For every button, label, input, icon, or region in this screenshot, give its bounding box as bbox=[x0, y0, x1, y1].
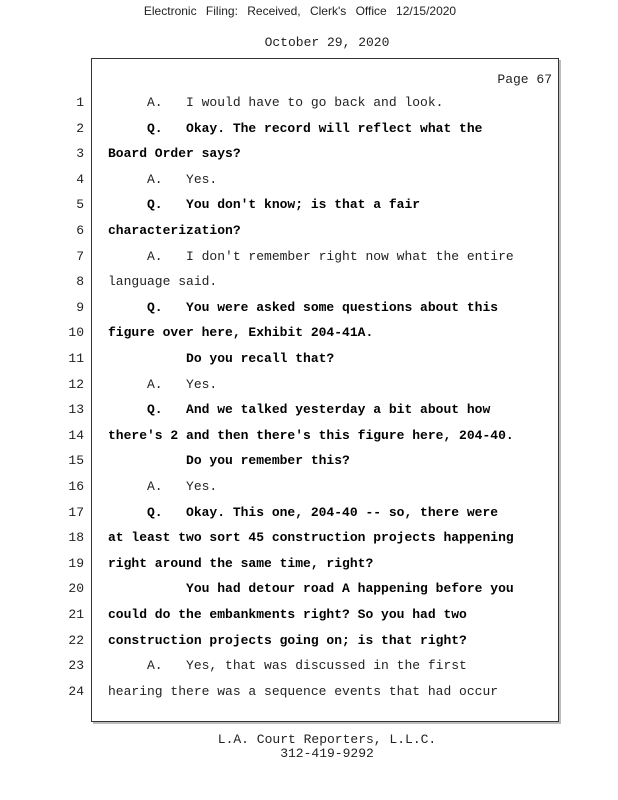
line-number: 3 bbox=[76, 146, 84, 162]
transcript-line bbox=[0, 478, 560, 496]
reporter-phone: 312-419-9292 bbox=[280, 746, 374, 761]
transcript-line bbox=[0, 273, 560, 291]
transcript-line bbox=[0, 350, 560, 368]
transcript-line bbox=[0, 683, 560, 701]
line-number: 17 bbox=[68, 504, 84, 520]
line-text: Q. You were asked some questions about this bbox=[108, 299, 499, 315]
filing-stamp: Electronic Filing: Received, Clerk's Office 12/15/2020 bbox=[143, 4, 457, 18]
line-number: 20 bbox=[68, 581, 84, 597]
reporter-footer bbox=[0, 733, 618, 761]
transcript-line bbox=[0, 657, 560, 675]
line-number: 11 bbox=[68, 351, 84, 366]
line-number: 15 bbox=[68, 453, 84, 469]
line-text: A. Yes. bbox=[108, 479, 218, 494]
transcript-line bbox=[0, 222, 560, 240]
line-number: 13 bbox=[68, 402, 84, 418]
line-text: A. Yes. bbox=[108, 171, 218, 187]
reporter-company: L.A. Court Reporters, L.L.C. bbox=[217, 732, 437, 747]
line-number: 22 bbox=[68, 632, 84, 648]
deposition-date: October 29, 2020 bbox=[264, 35, 390, 50]
transcript-line bbox=[0, 555, 560, 573]
line-text: A. I don't remember right now what the entire bbox=[108, 248, 514, 264]
line-number: 4 bbox=[76, 171, 84, 187]
transcript-line bbox=[0, 580, 560, 598]
transcript-line bbox=[0, 145, 560, 163]
line-number: 5 bbox=[76, 197, 84, 213]
transcript-line bbox=[0, 504, 560, 522]
transcript-line bbox=[0, 120, 560, 138]
line-text: Q. And we talked yesterday a bit about how bbox=[108, 402, 491, 418]
line-number: 16 bbox=[68, 479, 84, 494]
line-number: 23 bbox=[68, 658, 84, 674]
transcript-line bbox=[0, 606, 560, 624]
line-text: characterization? bbox=[108, 223, 241, 238]
line-text: A. Yes. bbox=[108, 376, 218, 392]
transcript-line bbox=[0, 248, 560, 266]
transcript-line bbox=[0, 529, 560, 547]
transcript-line bbox=[0, 324, 560, 342]
line-number: 10 bbox=[68, 325, 84, 341]
transcript-line bbox=[0, 171, 560, 189]
transcript-line bbox=[0, 427, 560, 445]
transcript-line bbox=[0, 452, 560, 470]
line-number: 1 bbox=[76, 95, 84, 110]
line-number: 6 bbox=[76, 223, 84, 238]
line-text: could do the embankments right? So you had two bbox=[108, 607, 467, 622]
line-number: 7 bbox=[76, 248, 84, 264]
line-number: 19 bbox=[68, 555, 84, 571]
line-number: 2 bbox=[76, 120, 84, 136]
line-number: 12 bbox=[68, 376, 84, 392]
line-number: 24 bbox=[68, 683, 84, 699]
transcript-line bbox=[0, 94, 560, 112]
line-text: Q. Okay. The record will reflect what the bbox=[108, 120, 483, 136]
line-text: Board Order says? bbox=[108, 146, 241, 162]
line-text: at least two sort 45 construction projects happening bbox=[108, 530, 514, 546]
line-number: 21 bbox=[68, 607, 84, 622]
line-text: language said. bbox=[108, 274, 218, 290]
line-text: You had detour road A happening before you bbox=[108, 581, 514, 597]
transcript-line bbox=[0, 632, 560, 650]
line-text: construction projects going on; is that right? bbox=[108, 632, 467, 648]
line-text: A. I would have to go back and look. bbox=[108, 95, 444, 110]
line-text: there's 2 and then there's this figure here, 204-40. bbox=[108, 427, 514, 443]
line-number: 8 bbox=[76, 274, 84, 290]
line-text: Q. You don't know; is that a fair bbox=[108, 197, 421, 213]
line-number: 18 bbox=[68, 530, 84, 546]
line-text: right around the same time, right? bbox=[108, 555, 374, 571]
page-number: Page 67 bbox=[497, 72, 552, 87]
line-text: figure over here, Exhibit 204-41A. bbox=[108, 325, 374, 341]
line-text: Do you recall that? bbox=[108, 351, 335, 366]
line-number: 14 bbox=[68, 427, 84, 443]
transcript-line bbox=[0, 196, 560, 214]
line-text: Q. Okay. This one, 204-40 -- so, there were bbox=[108, 504, 499, 520]
line-text: A. Yes, that was discussed in the first bbox=[108, 658, 467, 674]
transcript-line bbox=[0, 299, 560, 317]
line-text: hearing there was a sequence events that had occur bbox=[108, 683, 499, 699]
transcript-line bbox=[0, 401, 560, 419]
transcript-line bbox=[0, 376, 560, 394]
line-number: 9 bbox=[76, 299, 84, 315]
line-text: Do you remember this? bbox=[108, 453, 350, 469]
